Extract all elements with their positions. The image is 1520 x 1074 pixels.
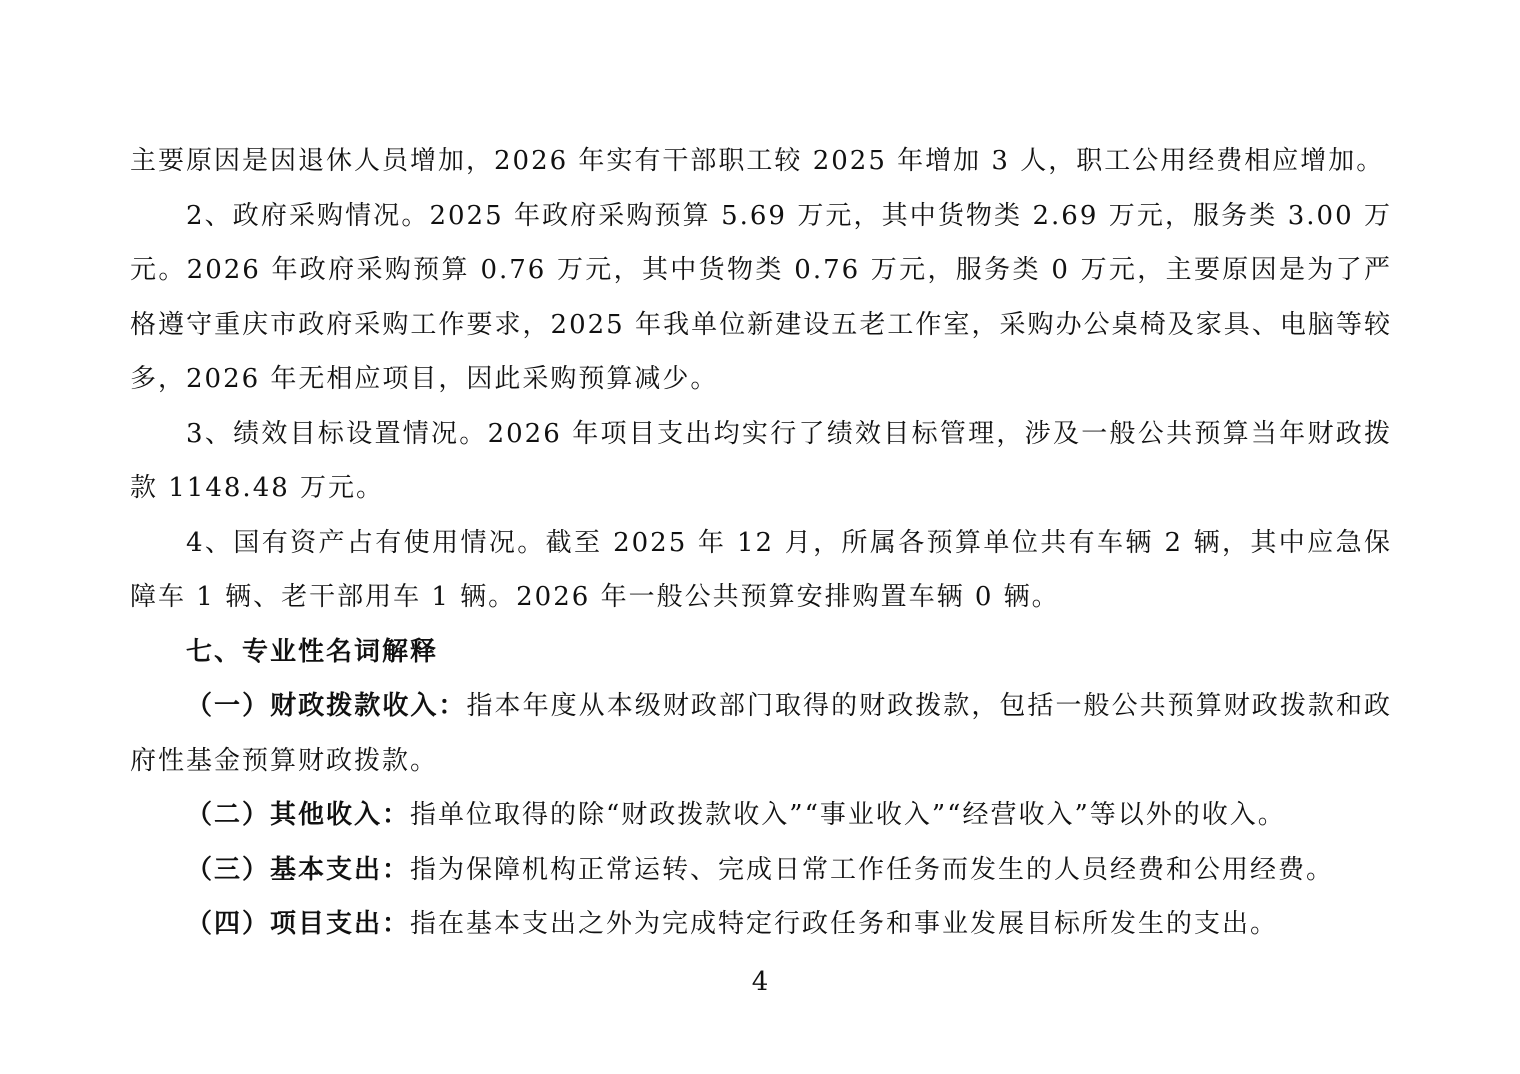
definition-project-expenditure [130, 897, 1392, 952]
paragraph-government-procurement: 2、政府采购情况。2025 年政府采购预算 5.69 万元，其中货物类 2.69 万元，服务类 3.00 万元。2026 年政府采购预算 0.76 万元，其中货物类 0.76 万元，服务类 0 万元，主要原因是为了严格遵守重庆市政府采购工作要求，2025 年我单位新建设五老工作室，采购办公桌椅及家具、电脑等较多，2026 年无相应项目，因此采购预算减少。 [130, 200, 1392, 394]
definition-text: 指单位取得的除“财政拨款收入”“事业收入”“经营收入”等以外的收入。 [410, 800, 1286, 830]
paragraph-retirees-reason: 主要原因是因退休人员增加，2026 年实有干部职工较 2025 年增加 3 人，职工公用经费相应增加。 [130, 146, 1385, 176]
definition-text: 指在基本支出之外为完成特定行政任务和事业发展目标所发生的支出。 [410, 909, 1279, 939]
definition-term: （三）基本支出： [186, 854, 411, 885]
definition-term: （四）项目支出： [186, 909, 411, 939]
definition-fiscal-appropriation-income [130, 679, 1392, 788]
definition-term: （一）财政拨款收入： [186, 691, 467, 721]
definition-term: （二）其他收入： [186, 800, 411, 830]
definition-text: 指本年度从本级财政部门取得的财政拨款，包括一般公共预算财政拨款和政府性基金预算财政拨款。 [130, 691, 1392, 776]
paragraph-state-assets: 4、国有资产占有使用情况。截至 2025 年 12 月，所属各预算单位共有车辆 2 辆，其中应急保障车 1 辆、老干部用车 1 辆。2026 年一般公共预算安排购置车辆 0 辆。 [130, 527, 1392, 612]
page-number: 4 [751, 967, 769, 997]
section-heading-terminology: 七、专业性名词解释 [186, 636, 439, 667]
definition-other-income [130, 788, 1392, 843]
definition-text: 指为保障机构正常运转、完成日常工作任务而发生的人员经费和公用经费。 [410, 854, 1335, 885]
page-content [130, 134, 1392, 952]
paragraph-performance-targets: 3、绩效目标设置情况。2026 年项目支出均实行了绩效目标管理，涉及一般公共预算当年财政拨款 1148.48 万元。 [130, 418, 1392, 503]
definition-basic-expenditure [130, 843, 1392, 898]
